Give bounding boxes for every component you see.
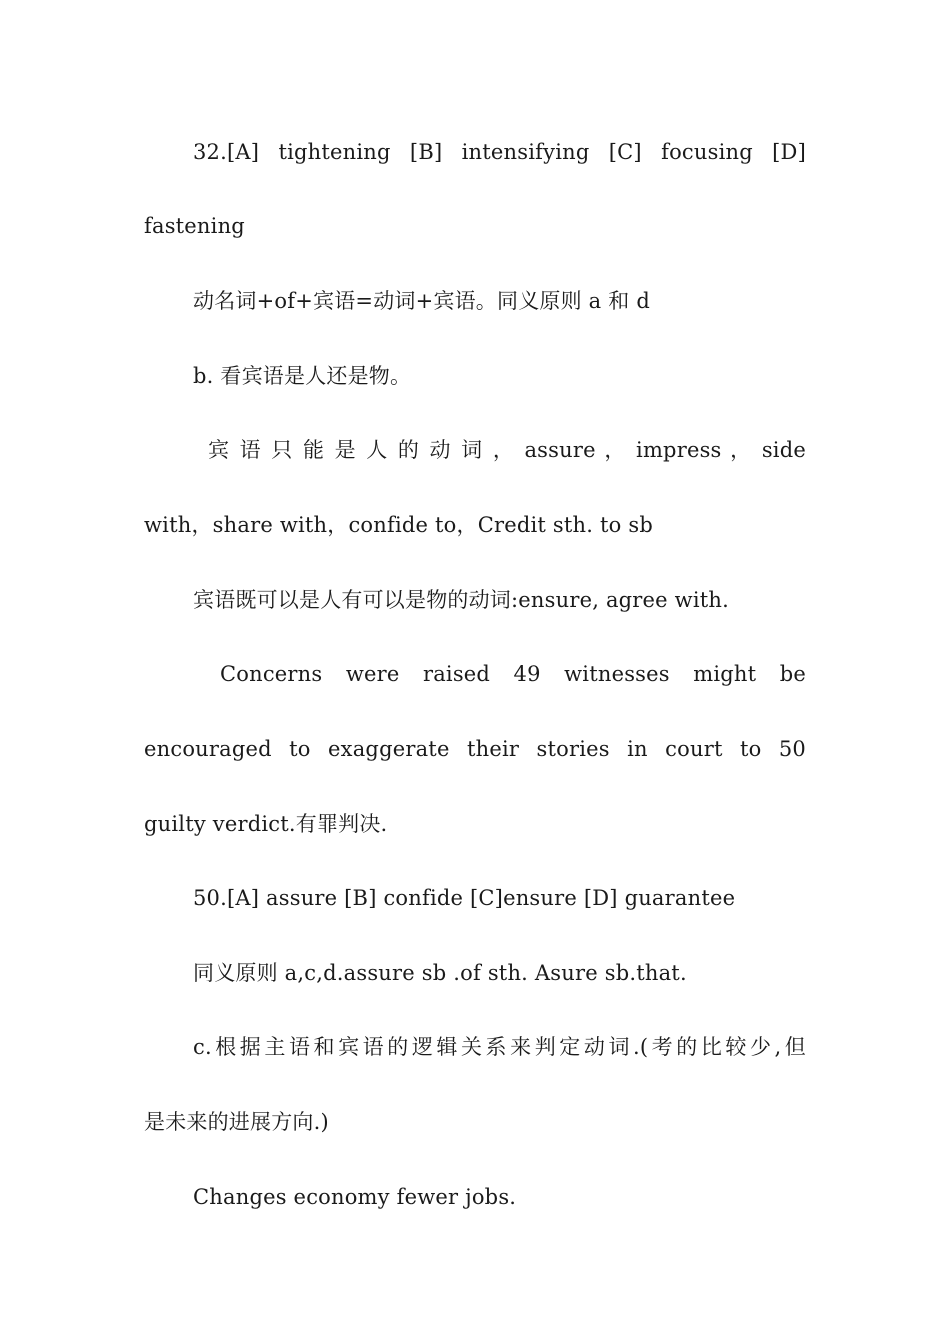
- changes-example: Changes economy fewer jobs.: [193, 1185, 517, 1209]
- question-32-options: 32.[A] tightening [B] intensifying [C] focusing [D]: [193, 140, 806, 164]
- person-object-verbs: 宾 语 只 能 是 人 的 动 词 ， assure ， impress ， side: [208, 438, 806, 462]
- gerund-rule-note: 动名词+of+宾语=动词+宾语。同义原则 a 和 d: [193, 289, 650, 313]
- section-b-heading: b. 看宾语是人还是物。: [193, 364, 412, 388]
- question-32-options-continued: fastening: [144, 214, 245, 238]
- question-50-options: 50.[A] assure [B] confide [C]ensure [D] guarantee: [193, 886, 736, 910]
- example-sentence: Concerns were raised 49 witnesses might be: [220, 662, 806, 686]
- section-c-heading-continued: 是未来的进展方向.): [144, 1110, 329, 1134]
- synonym-rule-note: 同义原则 a,c,d.assure sb .of sth. Asure sb.that.: [193, 961, 687, 985]
- person-or-thing-object-verbs: 宾语既可以是人有可以是物的动词:ensure, agree with.: [193, 588, 730, 612]
- section-c-heading: c.根据主语和宾语的逻辑关系来判定动词.(考的比较少,但: [193, 1035, 806, 1059]
- person-object-verbs-continued: with，share with，confide to，Credit sth. to sb: [144, 513, 653, 537]
- example-sentence-continued: encouraged to exaggerate their stories in court to 50: [144, 737, 806, 761]
- example-sentence-end: guilty verdict.有罪判决.: [144, 812, 388, 836]
